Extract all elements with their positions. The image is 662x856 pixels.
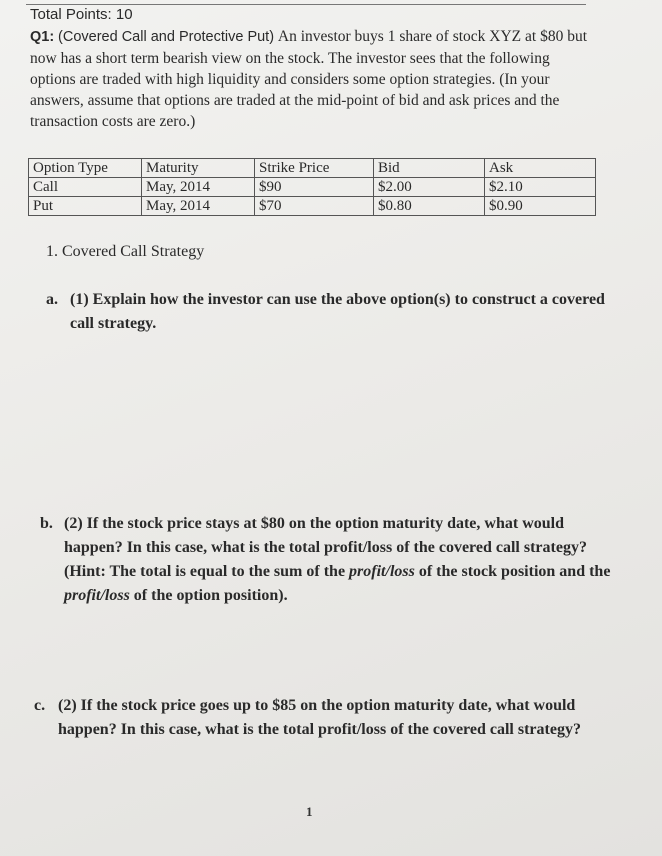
top-rule — [26, 4, 586, 5]
table-row — [29, 197, 596, 216]
part-c — [34, 694, 624, 742]
question-text — [30, 26, 590, 132]
table-header-row — [29, 159, 596, 178]
part-c-text: (2) If the stock price goes up to $85 on the option maturity date, what would happen? In this case, what is the total profit/loss of the covered call strategy? — [58, 697, 581, 738]
table-cell: $2.10 — [485, 178, 596, 197]
part-a-label: a. — [46, 291, 58, 308]
part-b-text — [64, 512, 615, 608]
part-c-label: c. — [34, 697, 46, 714]
table-cell: $70 — [255, 197, 374, 216]
table-cell: Call — [29, 178, 142, 197]
total-points: Total Points: 10 — [30, 6, 133, 23]
col-header-ask: Ask — [485, 159, 596, 178]
table-cell: May, 2014 — [142, 197, 255, 216]
table-cell: $0.90 — [485, 197, 596, 216]
table-cell: $0.80 — [374, 197, 485, 216]
table-cell: $90 — [255, 178, 374, 197]
table-cell: $2.00 — [374, 178, 485, 197]
part-b-emphasis-2: profit/loss — [64, 587, 130, 604]
part-b-emphasis-1: profit/loss — [349, 563, 415, 580]
section-title: 1. Covered Call Strategy — [46, 243, 205, 260]
page-number: 1 — [306, 804, 313, 819]
part-b-text-3: of the option position). — [129, 587, 288, 604]
part-b-text-1: (2) If the stock price stays at $80 on the option maturity date, what would happen? In this case, what is the total profit/loss of the covered call strategy? (Hint: The total is equal to the sum of the — [64, 515, 587, 580]
part-a-text: (1) Explain how the investor can use the above option(s) to construct a covered call strategy. — [70, 291, 605, 332]
col-header-strike: Strike Price — [255, 159, 374, 178]
col-header-bid: Bid — [374, 159, 485, 178]
question-intro: (Covered Call and Protective Put) — [58, 29, 275, 45]
options-table — [28, 158, 596, 216]
part-a — [46, 288, 606, 336]
part-b-text-2: of the stock position and the — [414, 563, 611, 580]
question-body: An investor buys 1 share of stock XYZ at $80 but now has a short term bearish view on the stock. The investor sees that the following options are traded with high liquidity and considers some option strategies. (In your answers, assume that options are traded at the mid-point of bid and ask prices and the transaction costs are zero.) — [30, 28, 588, 130]
col-header-option-type: Option Type — [29, 159, 142, 178]
question-label: Q1: — [30, 29, 55, 45]
col-header-maturity: Maturity — [142, 159, 255, 178]
part-b — [40, 512, 615, 608]
table-row — [29, 178, 596, 197]
table-cell: Put — [29, 197, 142, 216]
table-cell: May, 2014 — [142, 178, 255, 197]
part-b-label: b. — [40, 515, 53, 532]
